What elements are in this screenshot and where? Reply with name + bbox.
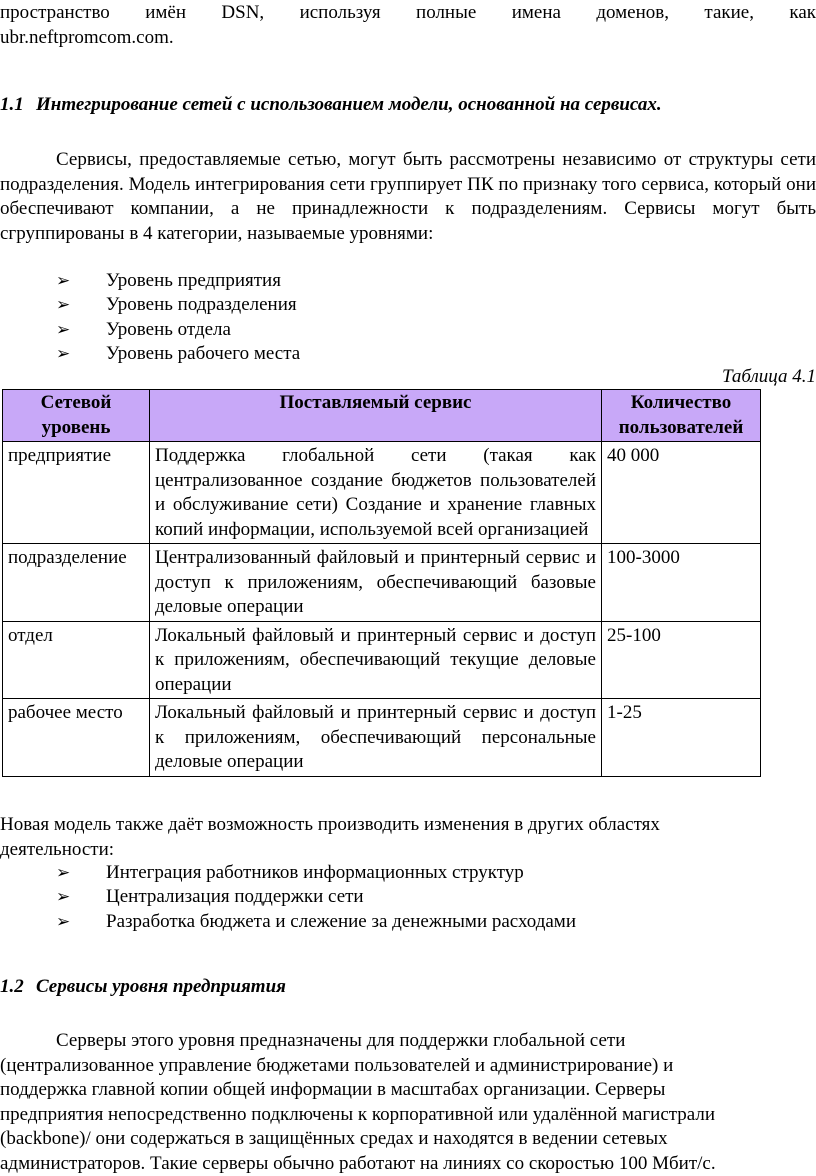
level-cell: подразделение bbox=[3, 544, 150, 622]
users-cell: 1-25 bbox=[602, 699, 761, 777]
text-line: администраторов. Такие серверы обычно работают на линиях со скоростью 100 Мбит/с. bbox=[0, 1152, 716, 1174]
level-cell: предприятие bbox=[3, 442, 150, 544]
intro-line-2: ubr.neftpromcom.com. bbox=[0, 27, 174, 48]
arrow-bullet-icon: ➢ bbox=[56, 344, 71, 363]
column-header: Количество пользователей bbox=[602, 390, 761, 442]
list-item-label: Разработка бюджета и слежение за денежными расходами bbox=[106, 911, 576, 932]
table-header-row bbox=[3, 390, 761, 442]
list-item-label: Уровень отдела bbox=[106, 319, 231, 340]
service-cell: Локальный файловый и принтерный сервис и доступ к приложениям, обеспечивающий персональные деловые операции bbox=[150, 699, 602, 777]
service-cell: Поддержка глобальной сети (такая как централизованное создание бюджетов пользователей и обслуживание сети) Создание и хранение главных копий информации, используемой всей организацией bbox=[150, 442, 602, 544]
text-line: предприятия непосредственно подключены к корпоративной или удалённой магистрали bbox=[0, 1103, 716, 1125]
list-item-label: Централизация поддержки сети bbox=[106, 886, 364, 907]
section-heading-1-2 bbox=[0, 976, 286, 998]
text-line: (централизованное управление бюджетами пользователей и администрирование) и bbox=[0, 1054, 674, 1076]
arrow-bullet-icon: ➢ bbox=[56, 320, 71, 339]
arrow-bullet-icon: ➢ bbox=[56, 863, 71, 882]
list-item-label: Уровень подразделения bbox=[106, 294, 297, 315]
arrow-bullet-icon: ➢ bbox=[56, 887, 71, 906]
level-cell: отдел bbox=[3, 621, 150, 699]
list-item-label: Интеграция работников информационных структур bbox=[106, 862, 524, 883]
table-row bbox=[3, 442, 761, 544]
service-cell: Локальный файловый и принтерный сервис и доступ к приложениям, обеспечивающий текущие деловые операции bbox=[150, 621, 602, 699]
section-number: 1.1 bbox=[0, 94, 24, 115]
table-row bbox=[3, 699, 761, 777]
text-line: (backbone)/ они содержаться в защищённых средах и находятся в ведении сетевых bbox=[0, 1128, 668, 1149]
intro-line-1: пространство имён DSN, используя полные имена доменов, такие, как bbox=[0, 2, 816, 23]
section-title: Сервисы уровня предприятия bbox=[36, 976, 286, 997]
paragraph-new-model: Новая модель также даёт возможность производить изменения в других областях деятельности: bbox=[0, 814, 660, 860]
users-cell: 100-3000 bbox=[602, 544, 761, 622]
text-line: поддержка главной копии общей информации в масштабах организации. Серверы bbox=[0, 1079, 666, 1100]
service-cell: Централизованный файловый и принтерный сервис и доступ к приложениям, обеспечивающий базовые деловые операции bbox=[150, 544, 602, 622]
table-row bbox=[3, 544, 761, 622]
paragraph-services: Сервисы, предоставляемые сетью, могут быть рассмотрены независимо от структуры сети подразделения. Модель интегрирования сети группирует ПК по признаку того сервиса, который они обеспечивают компании, а не принадлежности к подразделениям. Сервисы могут быть сгруппированы в 4 категории, называемые уровнями: bbox=[0, 149, 816, 244]
list-item-label: Уровень рабочего места bbox=[106, 343, 301, 364]
table-row bbox=[3, 621, 761, 699]
column-header: Поставляемый сервис bbox=[150, 390, 602, 442]
arrow-bullet-icon: ➢ bbox=[56, 295, 71, 314]
arrow-bullet-icon: ➢ bbox=[56, 912, 71, 931]
users-cell: 25-100 bbox=[602, 621, 761, 699]
arrow-bullet-icon: ➢ bbox=[56, 271, 71, 290]
level-cell: рабочее место bbox=[3, 699, 150, 777]
section-title: Интегрирование сетей с использованием модели, основанной на сервисах. bbox=[36, 94, 662, 115]
section-number: 1.2 bbox=[0, 976, 24, 997]
text-line: Серверы этого уровня предназначены для поддержки глобальной сети bbox=[56, 1030, 626, 1051]
list-item-label: Уровень предприятия bbox=[106, 270, 281, 291]
users-cell: 40 000 bbox=[602, 442, 761, 544]
section-heading-1-1 bbox=[0, 94, 662, 116]
service-levels-table bbox=[2, 389, 761, 777]
table-caption: Таблица 4.1 bbox=[722, 366, 816, 387]
column-header: Сетевой уровень bbox=[3, 390, 150, 442]
paragraph-enterprise-servers bbox=[0, 1029, 816, 1176]
